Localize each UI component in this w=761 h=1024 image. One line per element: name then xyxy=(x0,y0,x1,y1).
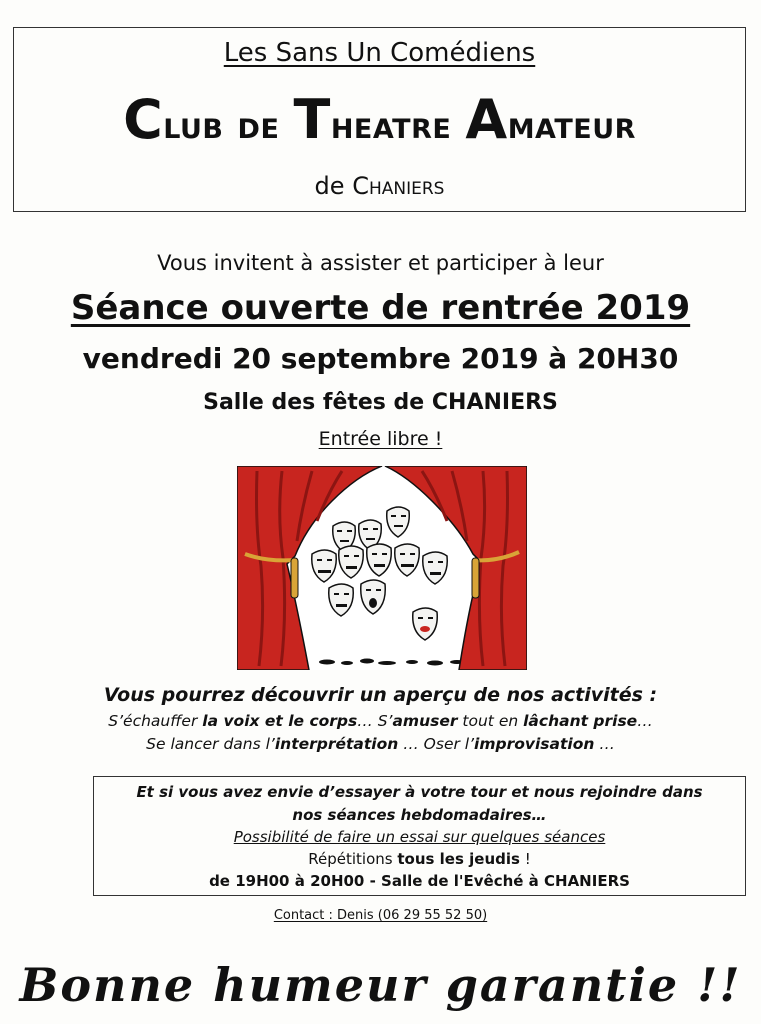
activity-text: tout en xyxy=(457,712,524,730)
activity-text: Se lancer dans l’ xyxy=(146,735,275,753)
trial-sessions: Possibilité de faire un essai sur quelques séances xyxy=(233,828,606,846)
mask-lips xyxy=(420,626,430,632)
invitation-intro: Vous invitent à assister et participer à leur xyxy=(157,251,604,275)
rehearsal-day xyxy=(94,850,745,868)
title-initial: T xyxy=(293,88,331,151)
join-box xyxy=(93,776,746,896)
join-line-2: nos séances hebdomadaires… xyxy=(292,806,547,824)
rehearsal-time-place: de 19H00 à 20H00 - Salle de l'Evêché à CHANIERS xyxy=(209,872,630,890)
rehearsal-suffix: ! xyxy=(519,850,531,868)
event-date: vendredi 20 septembre 2019 à 20H30 xyxy=(82,342,679,375)
join-line-1: Et si vous avez envie d’essayer à votre tour et nous rejoindre dans xyxy=(136,783,703,801)
town-prefix: de xyxy=(314,172,345,200)
entry-free: Entrée libre ! xyxy=(318,428,443,450)
company-name: Les Sans Un Comédiens xyxy=(223,38,536,68)
title-word: de xyxy=(237,103,280,148)
event-venue: Salle des fêtes de CHANIERS xyxy=(203,390,558,415)
activity-highlight: la voix et le corps xyxy=(202,712,358,730)
activity-highlight: amuser xyxy=(392,712,458,730)
activity-text: … Oser l’ xyxy=(398,735,475,753)
activities-line-2 xyxy=(0,735,761,753)
theatre-curtain-illustration xyxy=(237,466,527,670)
title-word: heatre xyxy=(330,103,452,148)
activities-line-1 xyxy=(0,712,761,730)
event-title: Séance ouverte de rentrée 2019 xyxy=(70,288,691,328)
activity-highlight: lâchant prise xyxy=(523,712,638,730)
rehearsal-days: tous les jeudis xyxy=(397,850,520,868)
title-word: mateur xyxy=(507,103,636,148)
activity-highlight: interprétation xyxy=(274,735,399,753)
contact-info: Contact : Denis (06 29 55 52 50) xyxy=(273,908,488,923)
activity-text: … xyxy=(594,735,615,753)
rehearsal-prefix: Répétitions xyxy=(308,850,398,868)
town-line xyxy=(14,172,745,200)
slogan: Bonne humeur garantie !! xyxy=(19,958,742,1012)
title-initial: C xyxy=(123,88,164,151)
title-initial: A xyxy=(465,88,508,151)
club-title xyxy=(14,88,745,151)
activity-text: … xyxy=(637,712,653,730)
activity-text: … S’ xyxy=(357,712,393,730)
activity-highlight: improvisation xyxy=(474,735,595,753)
town-name: Chaniers xyxy=(352,172,445,200)
activity-text: S’échauffer xyxy=(108,712,203,730)
activities-title: Vous pourrez découvrir un aperçu de nos activités : xyxy=(103,684,658,706)
title-word: lub xyxy=(163,103,224,148)
header-box xyxy=(13,27,746,212)
